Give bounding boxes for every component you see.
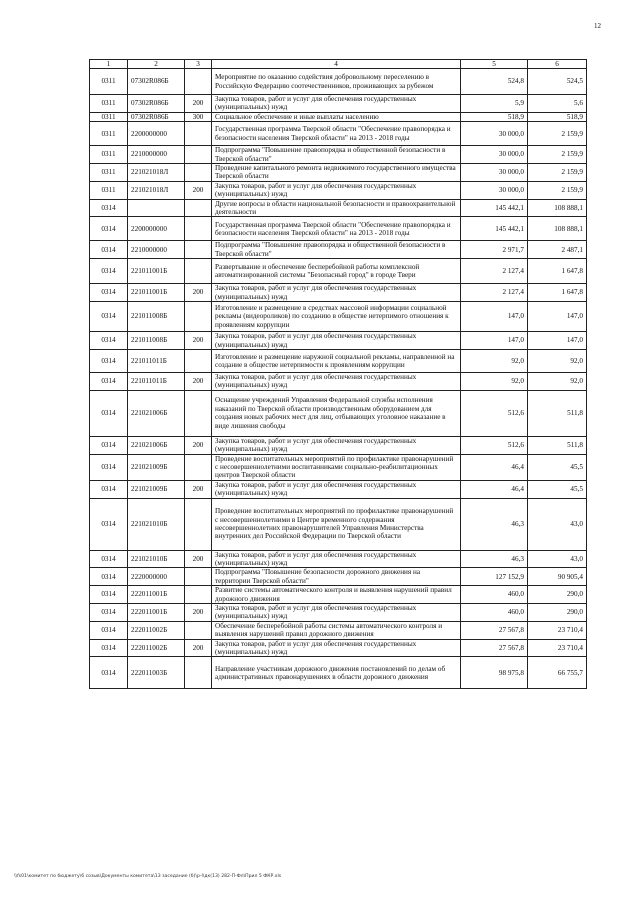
name-cell: Государственная программа Тверской области "Обеспечение правопорядка и безопасности населения Тверской области" на 2013 - 2018 годы: [212, 217, 461, 241]
target-cell: 221021006Б: [128, 436, 185, 454]
section-cell: 0314: [90, 241, 128, 259]
name-cell: Подпрограмма "Повышение правопорядка и общественной безопасности в Тверской области": [212, 146, 461, 164]
target-cell: 221011001Б: [128, 284, 185, 302]
expense-type-cell: 200: [185, 284, 212, 302]
plan-amount-cell: 2 127,4: [461, 259, 528, 284]
plan-amount-cell: 46,3: [461, 498, 528, 550]
target-cell: [128, 199, 185, 217]
expense-type-cell: [185, 241, 212, 259]
fact-amount-cell: 1 647,8: [528, 284, 587, 302]
expense-type-cell: [185, 498, 212, 550]
table-row: [90, 332, 587, 350]
fact-amount-cell: 1 647,8: [528, 259, 587, 284]
target-cell: 221021010Б: [128, 498, 185, 550]
fact-amount-cell: 2 159,9: [528, 146, 587, 164]
target-cell: 221011011Б: [128, 372, 185, 390]
expense-type-cell: [185, 349, 212, 372]
table-row: [90, 241, 587, 259]
table-row: [90, 217, 587, 241]
fact-amount-cell: 147,0: [528, 332, 587, 350]
header-cell-section: 1: [90, 60, 128, 69]
fact-amount-cell: 511,8: [528, 436, 587, 454]
table-row: [90, 454, 587, 480]
expense-type-cell: 200: [185, 95, 212, 113]
plan-amount-cell: 127 152,9: [461, 568, 528, 586]
name-cell: Другие вопросы в области национальной безопасности и правоохранительной деятельности: [212, 199, 461, 217]
plan-amount-cell: 460,0: [461, 604, 528, 622]
section-cell: 0311: [90, 69, 128, 95]
section-cell: 0311: [90, 181, 128, 199]
table-row: [90, 390, 587, 436]
fact-amount-cell: 23 710,4: [528, 639, 587, 657]
expense-type-cell: 200: [185, 480, 212, 498]
table-row: [90, 112, 587, 121]
header-cell-name: 4: [212, 60, 461, 69]
target-cell: 221011001Б: [128, 259, 185, 284]
target-cell: 07302R086Б: [128, 112, 185, 121]
plan-amount-cell: 2 127,4: [461, 284, 528, 302]
plan-amount-cell: 460,0: [461, 586, 528, 604]
plan-amount-cell: 92,0: [461, 372, 528, 390]
name-cell: Закупка товаров, работ и услуг для обеспечения государственных (муниципальных) нужд: [212, 95, 461, 113]
plan-amount-cell: 30 000,0: [461, 146, 528, 164]
target-cell: 222011003Б: [128, 657, 185, 689]
name-cell: Закупка товаров, работ и услуг для обеспечения государственных (муниципальных) нужд: [212, 604, 461, 622]
section-cell: 0311: [90, 122, 128, 146]
name-cell: Закупка товаров, работ и услуг для обеспечения государственных (муниципальных) нужд: [212, 372, 461, 390]
header-cell-target: 2: [128, 60, 185, 69]
name-cell: Проведение воспитательных мероприятий по профилактике правонарушений с несовершеннолетними воспитанниками социально-реабилитационных центров Тверской области: [212, 454, 461, 480]
expense-type-cell: [185, 217, 212, 241]
target-cell: 2200000000: [128, 217, 185, 241]
name-cell: Социальное обеспечение и иные выплаты населению: [212, 112, 461, 121]
fact-amount-cell: 66 755,7: [528, 657, 587, 689]
target-cell: 2210000000: [128, 146, 185, 164]
fact-amount-cell: 511,8: [528, 390, 587, 436]
expense-type-cell: 200: [185, 181, 212, 199]
expense-type-cell: [185, 69, 212, 95]
fact-amount-cell: 2 487,1: [528, 241, 587, 259]
fact-amount-cell: 90 905,4: [528, 568, 587, 586]
plan-amount-cell: 30 000,0: [461, 181, 528, 199]
plan-amount-cell: 147,0: [461, 302, 528, 332]
section-cell: 0314: [90, 217, 128, 241]
plan-amount-cell: 46,3: [461, 550, 528, 568]
section-cell: 0314: [90, 604, 128, 622]
target-cell: 2220000000: [128, 568, 185, 586]
fact-amount-cell: 23 710,4: [528, 621, 587, 639]
table-header-row: [90, 60, 587, 69]
name-cell: Закупка товаров, работ и услуг для обеспечения государственных (муниципальных) нужд: [212, 480, 461, 498]
section-cell: 0314: [90, 436, 128, 454]
table-row: [90, 146, 587, 164]
name-cell: Закупка товаров, работ и услуг для обеспечения государственных (муниципальных) нужд: [212, 332, 461, 350]
expense-type-cell: 200: [185, 604, 212, 622]
table-row: [90, 372, 587, 390]
fact-amount-cell: 92,0: [528, 349, 587, 372]
section-cell: 0314: [90, 302, 128, 332]
plan-amount-cell: 145 442,1: [461, 217, 528, 241]
page-number: 12: [594, 22, 601, 30]
plan-amount-cell: 145 442,1: [461, 199, 528, 217]
plan-amount-cell: 512,6: [461, 390, 528, 436]
section-cell: 0314: [90, 550, 128, 568]
fact-amount-cell: 43,0: [528, 498, 587, 550]
target-cell: 07302R086Б: [128, 69, 185, 95]
section-cell: 0314: [90, 498, 128, 550]
table-row: [90, 349, 587, 372]
plan-amount-cell: 98 975,8: [461, 657, 528, 689]
name-cell: Проведение капитального ремонта недвижимого государственного имущества Тверской области: [212, 164, 461, 182]
table-row: [90, 568, 587, 586]
target-cell: 221021018Л: [128, 164, 185, 182]
table-row: [90, 122, 587, 146]
section-cell: 0314: [90, 454, 128, 480]
expense-type-cell: [185, 164, 212, 182]
section-cell: 0314: [90, 390, 128, 436]
name-cell: Изготовление и размещение наружной социальной рекламы, направленной на создание в обществе нетерпимости к проявлениям коррупции: [212, 349, 461, 372]
section-cell: 0314: [90, 480, 128, 498]
expense-type-cell: [185, 390, 212, 436]
target-cell: 221021009Б: [128, 454, 185, 480]
expense-type-cell: [185, 586, 212, 604]
target-cell: 221021018Л: [128, 181, 185, 199]
table-row: [90, 284, 587, 302]
header-cell-plan: 5: [461, 60, 528, 69]
expense-type-cell: [185, 657, 212, 689]
target-cell: 222011001Б: [128, 586, 185, 604]
plan-amount-cell: 2 971,7: [461, 241, 528, 259]
target-cell: 222011002Б: [128, 639, 185, 657]
header-cell-fact: 6: [528, 60, 587, 69]
table-row: [90, 621, 587, 639]
target-cell: 07302R086Б: [128, 95, 185, 113]
expense-type-cell: 300: [185, 112, 212, 121]
name-cell: Закупка товаров, работ и услуг для обеспечения государственных (муниципальных) нужд: [212, 436, 461, 454]
target-cell: 2210000000: [128, 241, 185, 259]
name-cell: Развитие системы автоматического контроля и выявления нарушений правил дорожного движения: [212, 586, 461, 604]
plan-amount-cell: 92,0: [461, 349, 528, 372]
section-cell: 0314: [90, 199, 128, 217]
plan-amount-cell: 512,6: [461, 436, 528, 454]
name-cell: Закупка товаров, работ и услуг для обеспечения государственных (муниципальных) нужд: [212, 181, 461, 199]
plan-amount-cell: 46,4: [461, 454, 528, 480]
plan-amount-cell: 147,0: [461, 332, 528, 350]
section-cell: 0314: [90, 586, 128, 604]
fact-amount-cell: 290,0: [528, 604, 587, 622]
plan-amount-cell: 518,9: [461, 112, 528, 121]
expense-type-cell: [185, 302, 212, 332]
expense-type-cell: 200: [185, 332, 212, 350]
plan-amount-cell: 27 567,8: [461, 639, 528, 657]
expense-type-cell: 200: [185, 550, 212, 568]
name-cell: Проведение воспитательных мероприятий по профилактике правонарушений с несовершеннолетними в Центре временного содержания несовершеннолетних правонарушителей Управления Министерства внутренних дел Российской Федерации по Тверской области: [212, 498, 461, 550]
fact-amount-cell: 147,0: [528, 302, 587, 332]
section-cell: 0314: [90, 372, 128, 390]
fact-amount-cell: 2 159,9: [528, 181, 587, 199]
name-cell: Оснащение учреждений Управления Федеральной службы исполнения наказаний по Тверской области производственным оборудованием для создания новых рабочих мест для лиц, отбывающих уголовное наказание в виде лишения свободы: [212, 390, 461, 436]
fact-amount-cell: 2 159,9: [528, 164, 587, 182]
table-row: [90, 199, 587, 217]
expense-type-cell: 200: [185, 639, 212, 657]
budget-table: [89, 59, 587, 689]
name-cell: Государственная программа Тверской области "Обеспечение правопорядка и безопасности населения Тверской области" на 2013 - 2018 годы: [212, 122, 461, 146]
section-cell: 0311: [90, 112, 128, 121]
table-row: [90, 181, 587, 199]
table-row: [90, 436, 587, 454]
fact-amount-cell: 290,0: [528, 586, 587, 604]
section-cell: 0314: [90, 284, 128, 302]
plan-amount-cell: 5,9: [461, 95, 528, 113]
target-cell: 221021010Б: [128, 550, 185, 568]
expense-type-cell: [185, 199, 212, 217]
fact-amount-cell: 108 888,1: [528, 217, 587, 241]
table-row: [90, 480, 587, 498]
expense-type-cell: [185, 621, 212, 639]
expense-type-cell: [185, 454, 212, 480]
section-cell: 0311: [90, 164, 128, 182]
table-row: [90, 639, 587, 657]
target-cell: 221011008Б: [128, 302, 185, 332]
expense-type-cell: 200: [185, 436, 212, 454]
plan-amount-cell: 30 000,0: [461, 122, 528, 146]
target-cell: 221021009Б: [128, 480, 185, 498]
table-row: [90, 164, 587, 182]
name-cell: Закупка товаров, работ и услуг для обеспечения государственных (муниципальных) нужд: [212, 284, 461, 302]
target-cell: 2200000000: [128, 122, 185, 146]
expense-type-cell: [185, 259, 212, 284]
table-row: [90, 657, 587, 689]
file-path-footer: \\fs01\комитет по бюджету\6 созыв\Документы комитета\13 заседание (б)\р-l\дк(13) 282-П-Фл\Прил 5 ФКР.xls: [14, 874, 282, 879]
name-cell: Закупка товаров, работ и услуг для обеспечения государственных (муниципальных) нужд: [212, 550, 461, 568]
target-cell: 221011008Б: [128, 332, 185, 350]
name-cell: Мероприятие по оказанию содействия добровольному переселению в Российскую Федерацию соотечественников, проживающих за рубежом: [212, 69, 461, 95]
plan-amount-cell: 524,8: [461, 69, 528, 95]
section-cell: 0314: [90, 568, 128, 586]
name-cell: Подпрограмма "Повышение правопорядка и общественной безопасности в Тверской области": [212, 241, 461, 259]
name-cell: Изготовление и размещение в средствах массовой информации социальной рекламы (видеороликов) по созданию в обществе нетерпимого отношения к проявлениям коррупции: [212, 302, 461, 332]
name-cell: Закупка товаров, работ и услуг для обеспечения государственных (муниципальных) нужд: [212, 639, 461, 657]
fact-amount-cell: 108 888,1: [528, 199, 587, 217]
fact-amount-cell: 5,6: [528, 95, 587, 113]
section-cell: 0314: [90, 657, 128, 689]
plan-amount-cell: 46,4: [461, 480, 528, 498]
table-row: [90, 95, 587, 113]
header-cell-vr: 3: [185, 60, 212, 69]
section-cell: 0314: [90, 332, 128, 350]
target-cell: 222011002Б: [128, 621, 185, 639]
name-cell: Подпрограмма "Повышение безопасности дорожного движения на территории Тверской области": [212, 568, 461, 586]
section-cell: 0314: [90, 259, 128, 284]
target-cell: 221011011Б: [128, 349, 185, 372]
plan-amount-cell: 27 567,8: [461, 621, 528, 639]
target-cell: 222011001Б: [128, 604, 185, 622]
expense-type-cell: 200: [185, 372, 212, 390]
table-row: [90, 259, 587, 284]
plan-amount-cell: 30 000,0: [461, 164, 528, 182]
fact-amount-cell: 518,9: [528, 112, 587, 121]
fact-amount-cell: 92,0: [528, 372, 587, 390]
fact-amount-cell: 43,0: [528, 550, 587, 568]
table-row: [90, 69, 587, 95]
section-cell: 0311: [90, 95, 128, 113]
section-cell: 0314: [90, 349, 128, 372]
section-cell: 0311: [90, 146, 128, 164]
expense-type-cell: [185, 146, 212, 164]
table-row: [90, 586, 587, 604]
table-row: [90, 498, 587, 550]
expense-type-cell: [185, 568, 212, 586]
fact-amount-cell: 45,5: [528, 454, 587, 480]
table-row: [90, 550, 587, 568]
target-cell: 221021006Б: [128, 390, 185, 436]
table-row: [90, 302, 587, 332]
section-cell: 0314: [90, 639, 128, 657]
expense-type-cell: [185, 122, 212, 146]
fact-amount-cell: 2 159,9: [528, 122, 587, 146]
name-cell: Обеспечение бесперебойной работы системы автоматического контроля и выявления нарушений правил дорожного движения: [212, 621, 461, 639]
name-cell: Направление участникам дорожного движения постановлений по делам об административных правонарушениях в области дорожного движения: [212, 657, 461, 689]
section-cell: 0314: [90, 621, 128, 639]
fact-amount-cell: 45,5: [528, 480, 587, 498]
name-cell: Развертывание и обеспечение бесперебойной работы комплексной автоматизированной системы "Безопасный город" в городе Твери: [212, 259, 461, 284]
fact-amount-cell: 524,5: [528, 69, 587, 95]
table-row: [90, 604, 587, 622]
